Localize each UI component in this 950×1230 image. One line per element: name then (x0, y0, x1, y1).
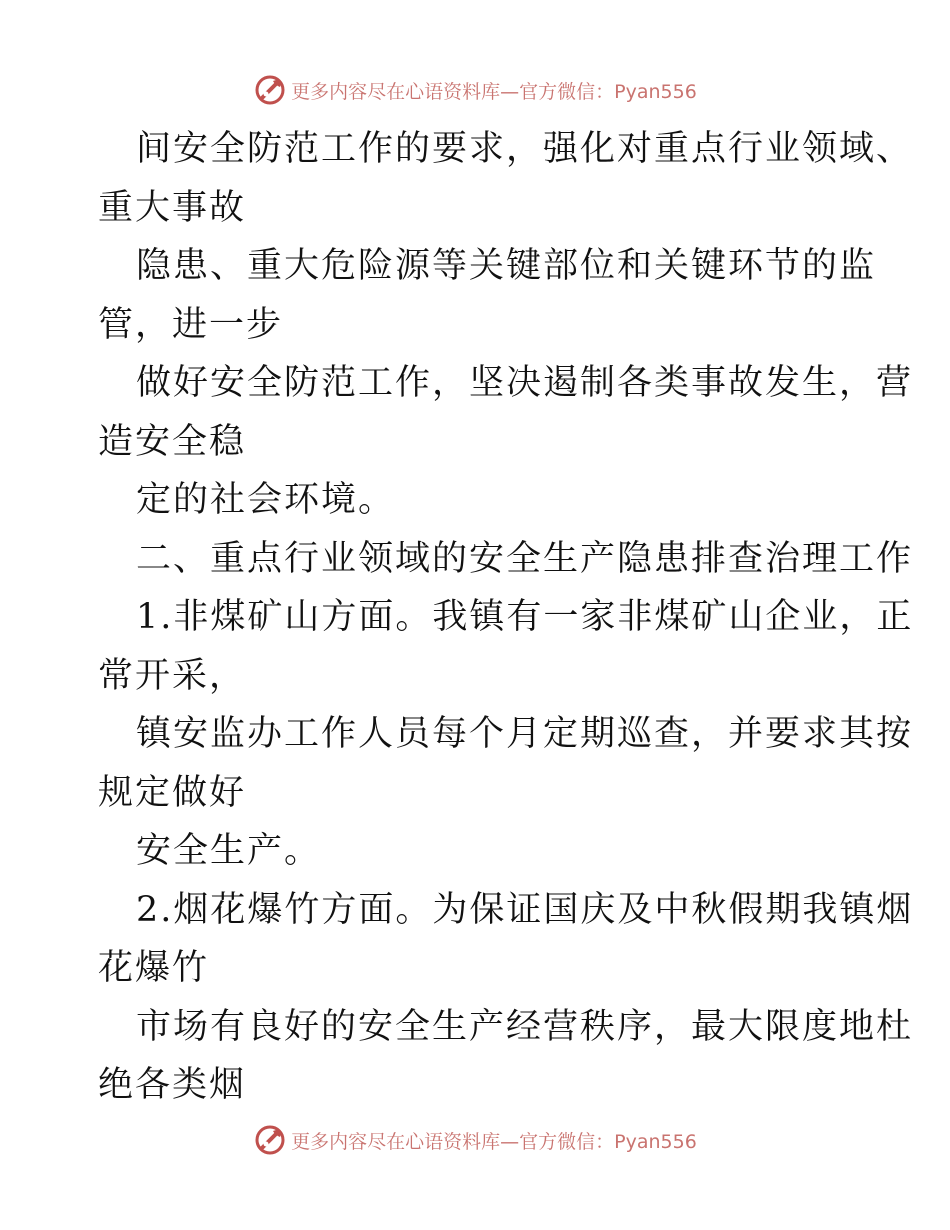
text-line: 造安全稳 (98, 421, 247, 462)
footer-watermark (0, 1120, 950, 1160)
text-line: 定的社会环境。 (136, 480, 396, 520)
text-line: 花爆竹 (98, 948, 210, 988)
text-line: 市场有良好的安全生产经营秩序，最大限度地杜 (136, 1006, 914, 1047)
text-line: 1.非煤矿山方面。我镇有一家非煤矿山企业，正 (136, 597, 914, 637)
text-line: 安全生产。 (136, 831, 322, 871)
footer-watermark-text: 更多内容尽在心语资料库—官方微信：Pyan556 (291, 1130, 697, 1153)
text-line: 重大事故 (98, 187, 247, 228)
text-line: 规定做好 (98, 772, 247, 813)
text-line: 管，进一步 (98, 304, 284, 345)
text-line: 绝各类烟 (98, 1065, 247, 1105)
text-line: 常开采， (98, 655, 247, 696)
section-heading: 二、重点行业领域的安全生产隐患排查治理工作 (136, 538, 914, 579)
text-line: 2.烟花爆竹方面。为保证国庆及中秋假期我镇烟 (136, 889, 914, 930)
header-watermark-text: 更多内容尽在心语资料库—官方微信：Pyan556 (291, 80, 697, 103)
quill-logo-icon (253, 1123, 287, 1157)
text-line: 做好安全防范工作，坚决遏制各类事故发生，营 (136, 363, 914, 403)
quill-logo-icon (253, 73, 287, 107)
text-line: 间安全防范工作的要求，强化对重点行业领域、 (136, 129, 914, 169)
document-body (98, 120, 914, 1115)
header-watermark (0, 70, 950, 110)
text-line: 镇安监办工作人员每个月定期巡查，并要求其按 (136, 714, 914, 754)
text-line: 隐患、重大危险源等关键部位和关键环节的监 (136, 246, 877, 286)
